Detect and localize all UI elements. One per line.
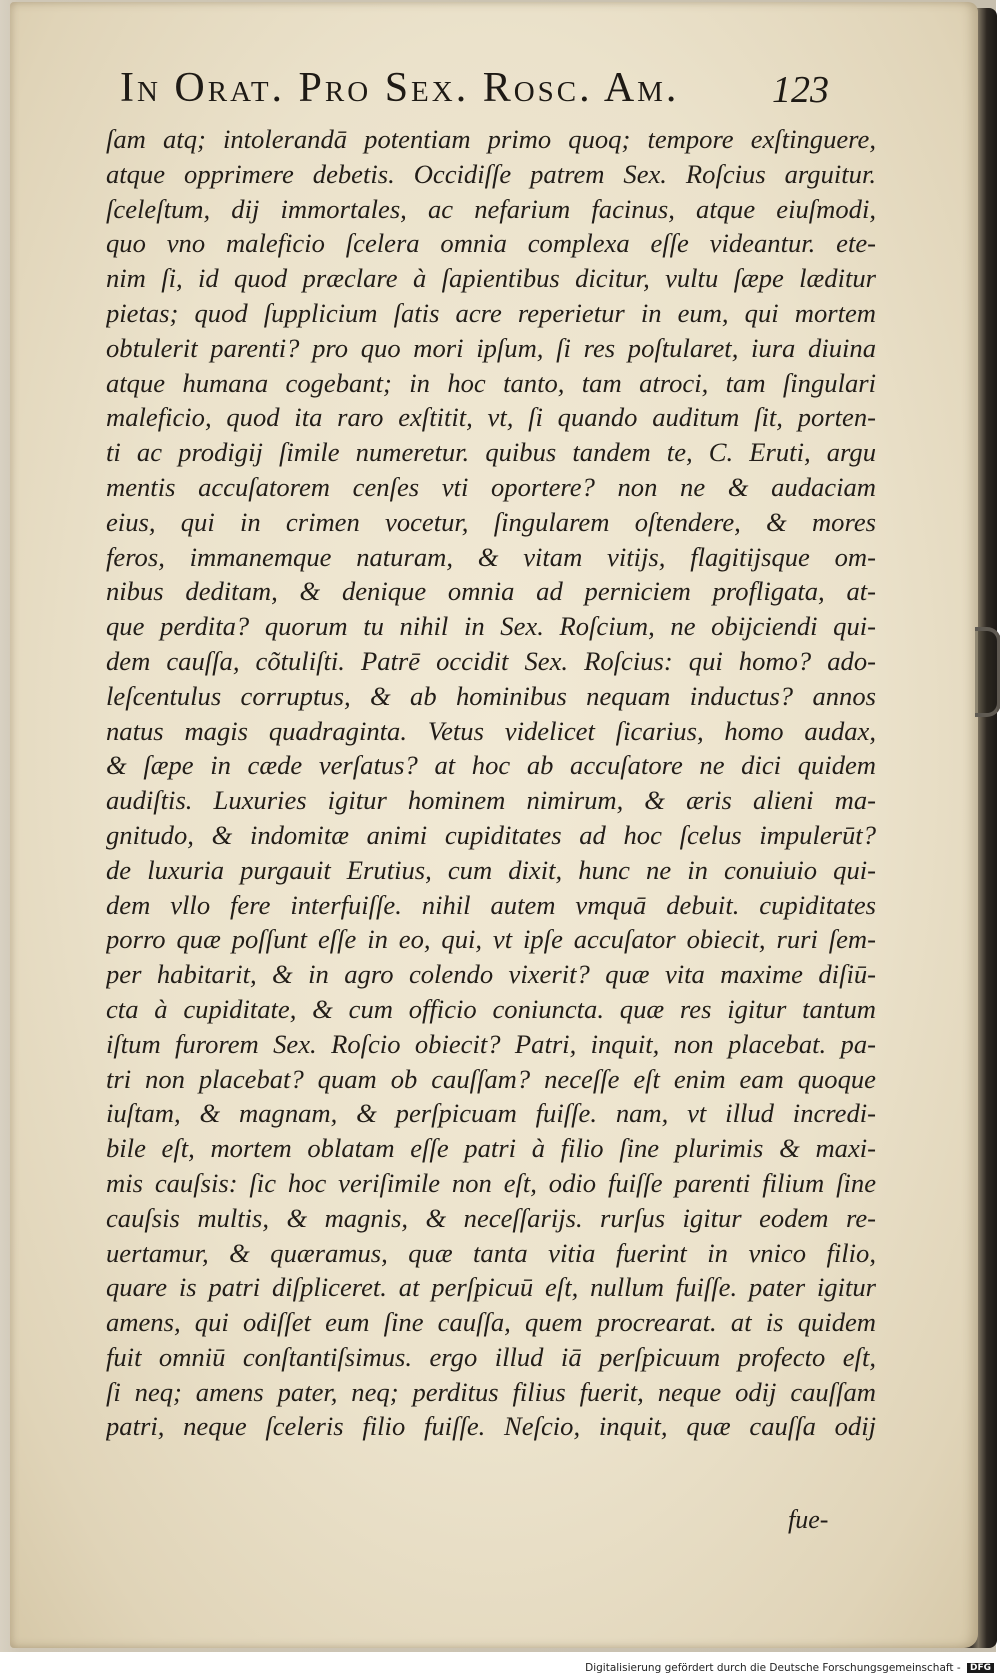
text-line: pietas; quod ſupplicium ſatis acre reperietur in eum, qui mortem [106,297,876,328]
text-line: mis cauſsis: ſic hoc veriſimile non eſt, odio fuiſſe parenti filium ſine [106,1167,876,1198]
body-text [106,122,876,1444]
text-line: nibus deditam, & denique omnia ad perniciem profligata, at- [106,576,876,607]
text-line: patri, neque ſceleris filio fuiſſe. Neſcio, inquit, quæ cauſſa odij [106,1411,876,1442]
digitization-credit [585,1662,994,1674]
text-line: obtulerit parenti? pro quo mori ipſum, ſi res poſtularet, iura diuina [106,332,876,363]
text-line: ſam atq; intolerandā potentiam primo quoq; tempore exſtinguere, [106,124,876,154]
dfg-logo: DFG [967,1663,994,1673]
text-line: bile eſt, mortem oblatam eſſe patri à filio ſine plurimis & maxi- [106,1133,876,1164]
text-line: iſtum furorem Sex. Roſcio obiecit? Patri, inquit, non placebat. pa- [106,1028,876,1059]
text-line: leſcentulus corruptus, & ab hominibus nequam inductus? annos [106,680,876,711]
text-line: eius, qui in crimen vocetur, ſingularem oſtendere, & mores [106,506,876,537]
catchword: fue- [788,1505,829,1534]
text-line: atque opprimere debetis. Occidiſſe patrem Sex. Roſcius arguitur. [106,158,876,189]
text-line: cauſsis multis, & magnis, & neceſſarijs. rurſus igitur eodem re- [106,1202,876,1233]
text-line: natus magis quadraginta. Vetus videlicet ſicarius, homo audax, [106,715,876,746]
page-number: 123 [772,69,829,111]
text-line: fuit omniū conſtantiſsimus. ergo illud iā perſpicuum profecto eſt, [106,1341,876,1372]
text-line: audiſtis. Luxuries igitur hominem nimirum, & æris alieni ma- [106,785,876,816]
text-line: cta à cupiditate, & cum officio coniuncta. quæ res igitur tantum [106,993,876,1024]
text-line: & ſæpe in cæde verſatus? at hoc ab accuſatore ne dici quidem [106,750,876,781]
text-line: tri non placebat? quam ob cauſſam? neceſſe eſt enim eam quoque [106,1063,876,1094]
text-line: ſi neq; amens pater, neq; perditus filius fuerit, neque odij cauſſam [106,1376,876,1407]
text-line: uertamur, & quæramus, quæ tanta vitia fuerint in vnico filio, [106,1237,876,1268]
text-line: mentis accuſatorem cenſes vti oportere? non ne & audaciam [106,471,876,502]
text-line: de luxuria purgauit Erutius, cum dixit, hunc ne in conuiuio qui- [106,854,876,885]
text-line: quare is patri diſpliceret. at perſpicuū eſt, nullum fuiſſe. pater igitur [106,1272,876,1303]
text-line: ti ac prodigij ſimile numeretur. quibus tandem te, C. Eruti, argu [106,437,876,468]
text-line: dem cauſſa, cõtuliſti. Patrē occidit Sex. Roſcius: qui homo? ado- [106,645,876,676]
text-line: ſceleſtum, dij immortales, ac nefarium facinus, atque eiuſmodi, [106,193,876,224]
credit-text: Digitalisierung gefördert durch die Deutsche Forschungsgemeinschaft - [585,1662,961,1674]
text-line: feros, immanemque naturam, & vitam vitijs, flagitijsque om- [106,541,876,572]
text-line: iuſtam, & magnam, & perſpicuam fuiſſe. nam, vt illud incredi- [106,1098,876,1129]
text-line: porro quæ poſſunt eſſe in eo, qui, vt ipſe accuſator obiecit, ruri ſem- [106,924,876,955]
text-line: amens, qui odiſſet eum ſine cauſſa, quem procrearat. at is quidem [106,1307,876,1338]
book-clasp [975,627,1000,717]
text-line: maleficio, quod ita raro exſtitit, vt, ſi quando auditum ſit, porten- [106,402,876,433]
text-line: gnitudo, & indomitæ animi cupiditates ad hoc ſcelus impulerūt? [106,819,876,850]
text-line: dem vllo fere interfuiſſe. nihil autem vmquā debuit. cupiditates [106,889,876,920]
text-line: atque humana cogebant; in hoc tanto, tam atroci, tam ſingulari [106,367,876,398]
running-header: In Orat. Pro Sex. Rosc. Am. [120,65,680,111]
text-line: quo vno maleficio ſcelera omnia complexa eſſe videantur. ete- [106,228,876,259]
text-line: que perdita? quorum tu nihil in Sex. Roſcium, ne obijciendi qui- [106,611,876,642]
text-line: nim ſi, id quod præclare à ſapientibus dicitur, vultu ſæpe læditur [106,263,876,294]
text-line: per habitarit, & in agro colendo vixerit? quæ vita maxime diſiū- [106,959,876,990]
